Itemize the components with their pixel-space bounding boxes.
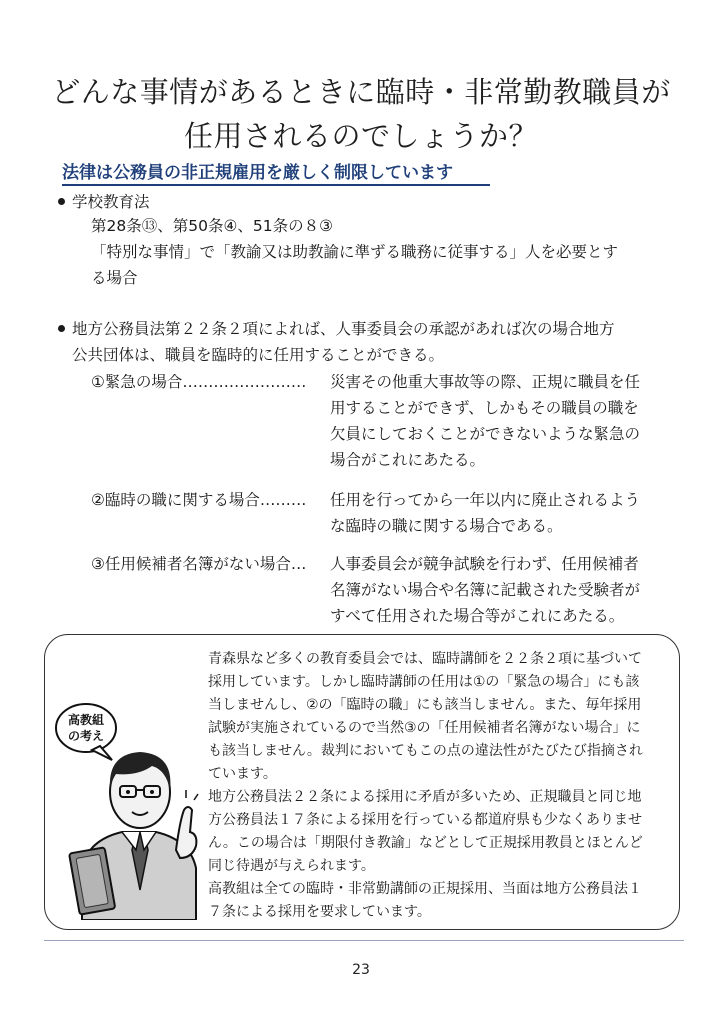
callout-line: 同じ待遇が与えられます。: [208, 858, 375, 874]
school-law-articles: 第28条⑬、第50条④、51条の８③: [91, 217, 333, 235]
callout-line: ん。この場合は「期限付き教諭」などとして正規採用教員とほとんど: [208, 835, 643, 851]
badge-text-line1: 高教組: [67, 713, 105, 727]
teacher-figure-icon: [52, 700, 202, 920]
case-emergency-line: 場合がこれにあたる。: [330, 451, 486, 469]
school-law-heading: 学校教育法: [72, 193, 150, 211]
callout-line: 青森県など多くの教育委員会では、臨時講師を２２条２項に基づいて: [208, 651, 642, 667]
callout-line: 方公務員法１７条による採用を行っている都道府県も少なくありませ: [208, 812, 642, 828]
callout-line: 高教組は全ての臨時・非常勤講師の正規採用、当面は地方公務員法１: [208, 881, 642, 897]
bottom-divider: [44, 940, 684, 941]
case-emergency-label: ①緊急の場合……………………: [91, 373, 307, 391]
case-emergency-line: 用することができず、しかもその職員の職を: [330, 399, 639, 417]
school-law-desc-line2: る場合: [91, 269, 138, 287]
case-no-list-line: 名簿がない場合や名簿に記載された受験者が: [330, 581, 641, 599]
callout-line: 採用しています。しかし臨時講師の任用は①の「緊急の場合」にも該: [208, 674, 640, 690]
callout-line: も該当しません。裁判においてもこの点の違法性がたびたび指摘され: [208, 743, 643, 759]
badge-bubble-shape: [56, 704, 116, 752]
page-number: 23: [352, 962, 370, 978]
case-emergency-line: 災害その他重大事故等の際、正規に職員を任: [330, 373, 641, 391]
case-temporary-line: 任用を行ってから一年以内に廃止されるよう: [330, 491, 641, 509]
bullet-icon: [58, 325, 65, 332]
local-law-intro-line2: 公共団体は、職員を臨時的に任用することができる。: [72, 346, 445, 364]
page-title-line2: 任用されるのでしょうか？: [183, 119, 538, 153]
case-no-list-label: ③任用候補者名簿がない場合…: [91, 555, 307, 573]
page-title-line1: どんな事情があるときに臨時・非常勤教職員が: [51, 75, 671, 109]
callout-line: ７条による採用を要求しています。: [208, 904, 431, 920]
callout-line: ています。: [208, 766, 277, 782]
badge-tail-shape: [92, 746, 112, 760]
case-emergency-line: 欠員にしておくことができないような緊急の: [330, 425, 641, 443]
callout-line: 当しませんし、②の「臨時の職」にも該当しません。また、毎年採用: [208, 697, 642, 713]
callout-line: 試験が実施されているので当然③の「任用候補者名簿がない場合」に: [208, 720, 641, 736]
local-law-intro-line1: 地方公務員法第２２条２項によれば、人事委員会の承認があれば次の場合地方: [72, 320, 615, 338]
case-temporary-line: な臨時の職に関する場合である。: [330, 517, 563, 535]
section-subheading: 法律は公務員の非正規雇用を厳しく制限しています: [62, 158, 490, 186]
case-no-list-line: 人事委員会が競争試験を行わず、任用候補者: [330, 555, 639, 573]
bullet-icon: [58, 198, 65, 205]
case-temporary-label: ②臨時の職に関する場合………: [91, 491, 307, 509]
callout-line: 地方公務員法２２条による採用に矛盾が多いため、正規職員と同じ地: [208, 789, 642, 805]
teacher-illustration: [52, 700, 202, 924]
case-no-list-line: すべて任用された場合等がこれにあたる。: [330, 607, 625, 625]
badge-text-line2: の考え: [67, 729, 105, 743]
school-law-desc-line1: 「特別な事情」で「教諭又は助教諭に準ずる職務に従事する」人を必要とす: [91, 243, 619, 261]
